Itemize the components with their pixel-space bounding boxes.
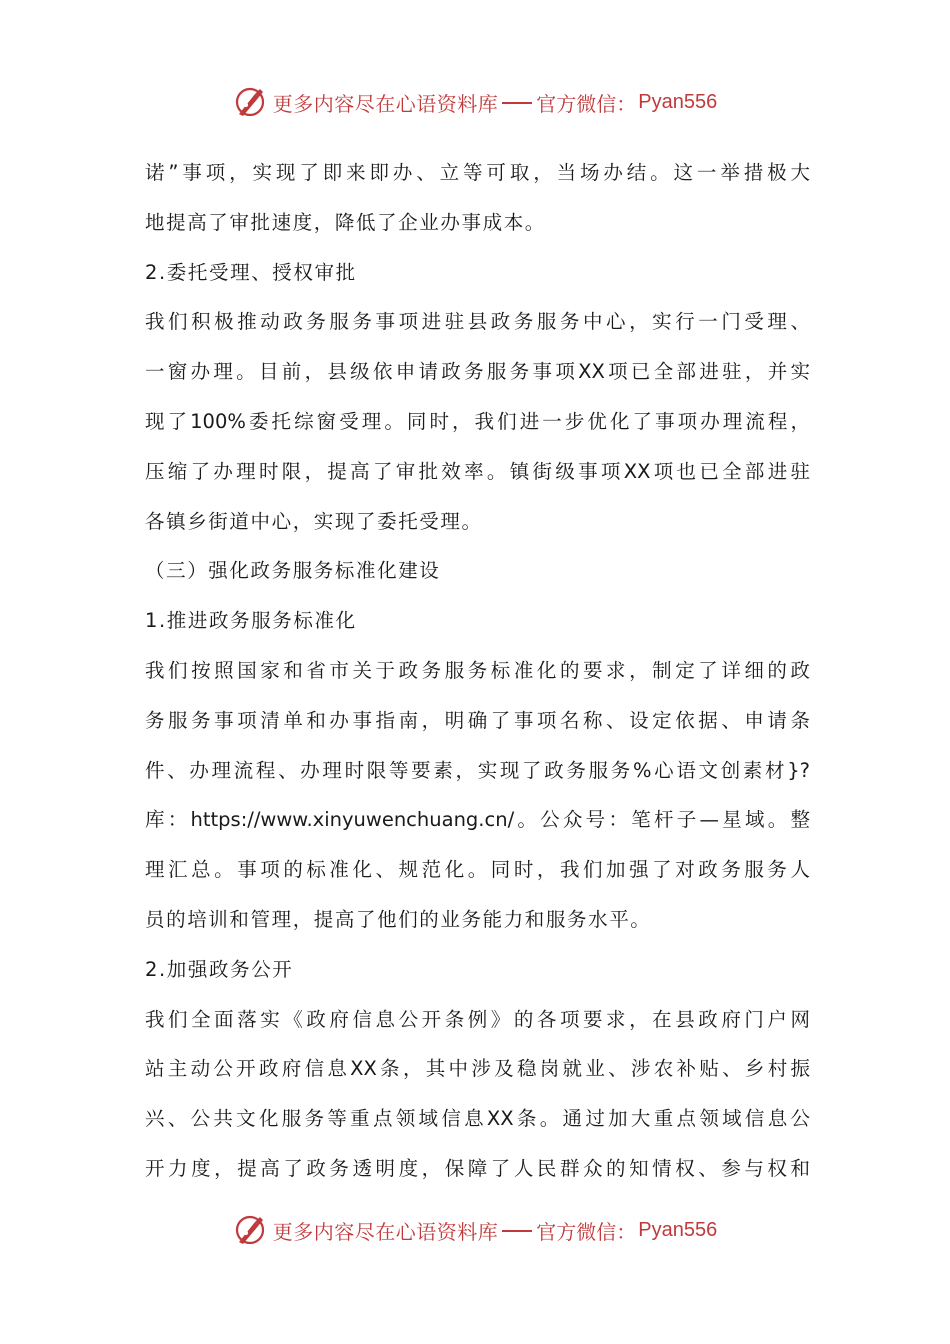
pen-logo-icon [233,85,267,119]
banner-official-label: 官方微信： [536,91,637,116]
body-line: 我们积极推动政务服务事项进驻县政务服务中心，实行一门受理、 [145,310,810,334]
section-heading: 2.加强政务公开 [145,957,294,981]
body-line: 诺”事项，实现了即来即办、立等可取，当场办结。这一举措极大 [145,161,810,184]
body-line: 站主动公开政府信息XX条，其中涉及稳岗就业、涉农补贴、乡村振 [145,1057,810,1081]
body-line: 压缩了办理时限，提高了审批效率。镇街级事项XX项也已全部进驻 [145,459,810,483]
body-line: 我们按照国家和省市关于政务服务标准化的要求，制定了详细的政 [145,658,810,682]
banner-wechat-handle: Pyan556 [638,1218,718,1241]
body-line: 各镇乡街道中心，实现了委托受理。 [145,509,483,533]
body-line: 务服务事项清单和办事指南，明确了事项名称、设定依据、申请条 [145,708,810,732]
body-line: 件、办理流程、办理时限等要素，实现了政务服务%心语文创素材}? [145,758,810,782]
header-banner [0,82,950,122]
body-line: 理汇总。事项的标准化、规范化。同时，我们加强了对政务服务人 [145,858,810,882]
footer-banner [0,1210,950,1250]
banner-brand-text: 更多内容尽在心语资料库 [272,91,499,116]
banner-wechat-handle: Pyan556 [638,90,718,113]
body-line: 兴、公共文化服务等重点领域信息XX条。通过加大重点领域信息公 [145,1107,810,1131]
body-line: 一窗办理。目前，县级依申请政务服务事项XX项已全部进驻，并实 [145,360,810,384]
section-heading: （三）强化政务服务标准化建设 [145,559,441,583]
banner-dash [502,1230,532,1232]
section-heading: 2.委托受理、授权审批 [145,260,357,284]
body-line: 我们全面落实《政府信息公开条例》的各项要求，在县政府门户网 [145,1007,810,1031]
banner-official-label: 官方微信： [536,1219,637,1244]
banner-dash [502,102,532,104]
pen-logo-icon [233,1213,267,1247]
section-heading: 1.推进政务服务标准化 [145,609,357,633]
body-line: 库：https://www.xinyuwenchuang.cn/。公众号：笔杆子—星域。整 [145,808,810,832]
body-line: 开力度，提高了政务透明度，保障了人民群众的知情权、参与权和 [145,1156,810,1180]
body-line: 现了100%委托综窗受理。同时，我们进一步优化了事项办理流程， [145,409,810,433]
banner-brand-text: 更多内容尽在心语资料库 [272,1219,499,1244]
body-line: 地提高了审批速度，降低了企业办事成本。 [145,210,546,234]
document-body [145,148,810,1194]
body-line: 员的培训和管理，提高了他们的业务能力和服务水平。 [145,907,652,931]
